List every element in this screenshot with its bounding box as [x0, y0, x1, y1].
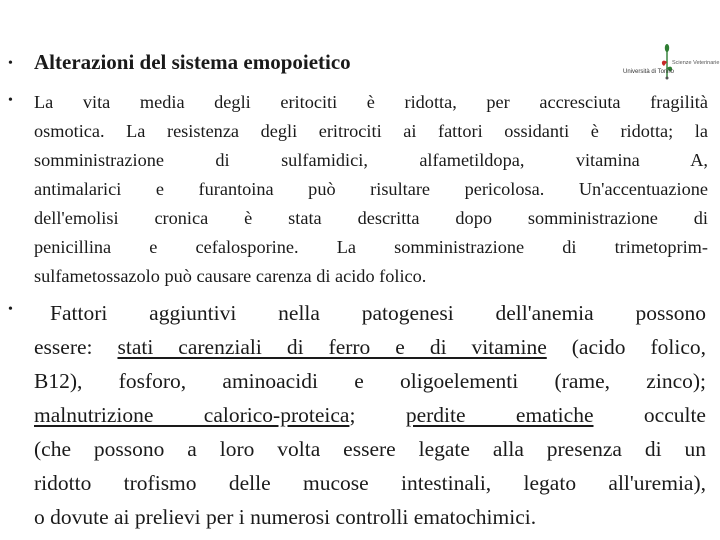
text-run: (acido folico, [546, 335, 706, 359]
paragraph-line: sulfametossazolo può causare carenza di acido folico. [34, 266, 427, 286]
paragraph-line: La vita media degli eritociti è ridotta, per accresciuta fragilità [34, 92, 708, 112]
paragraph-line: antimalarici e furantoina può risultare pericolosa. Un'accentuazione [34, 179, 708, 199]
paragraph-line: (che possono a loro volta essere legate alla presenza di un [34, 437, 706, 461]
text-run: occulte [593, 403, 706, 427]
university-logo [620, 42, 720, 84]
text-run: essere: [34, 335, 118, 359]
underlined-term: perdite ematiche [405, 403, 594, 427]
bullet-icon: • [8, 56, 13, 71]
paragraph-line: dell'emolisi cronica è stata descritta dopo somministrazione di [34, 208, 708, 228]
underlined-term: malnutrizione calorico-proteica [34, 403, 350, 427]
paragraph-line: somministrazione di sulfamidici, alfametildopa, vitamina A, [34, 150, 708, 170]
paragraph-line [34, 398, 706, 432]
paragraph-line [34, 330, 706, 364]
bullet-icon: • [8, 93, 13, 108]
paragraph-line: penicillina e cefalosporine. La somministrazione di trimetoprim- [34, 237, 708, 257]
logo-right-text: Scienze Veterinarie [672, 60, 720, 66]
paragraph-line: osmotica. La resistenza degli eritrociti ai fattori ossidanti è ridotta; la [34, 121, 708, 141]
paragraph-line: o dovute ai prelievi per i numerosi controlli ematochimici. [34, 505, 537, 529]
underlined-term: stati carenziali di ferro e di vitamine [117, 335, 547, 359]
paragraph-line: B12), fosforo, aminoacidi e oligoelementi (rame, zinco); [34, 369, 706, 393]
paragraph-1-text [34, 88, 708, 291]
text-run: ; [349, 403, 406, 427]
slide-title: Alterazioni del sistema emopoietico [34, 50, 351, 74]
paragraph-line: Fattori aggiuntivi nella patogenesi dell'anemia possono [50, 301, 706, 325]
paragraph-2-text [34, 296, 706, 534]
bullet-icon: • [8, 302, 13, 317]
logo-left-text: Università di Torino [623, 69, 674, 75]
paragraph-line: ridotto trofismo delle mucose intestinali, legato all'uremia), [34, 471, 706, 495]
